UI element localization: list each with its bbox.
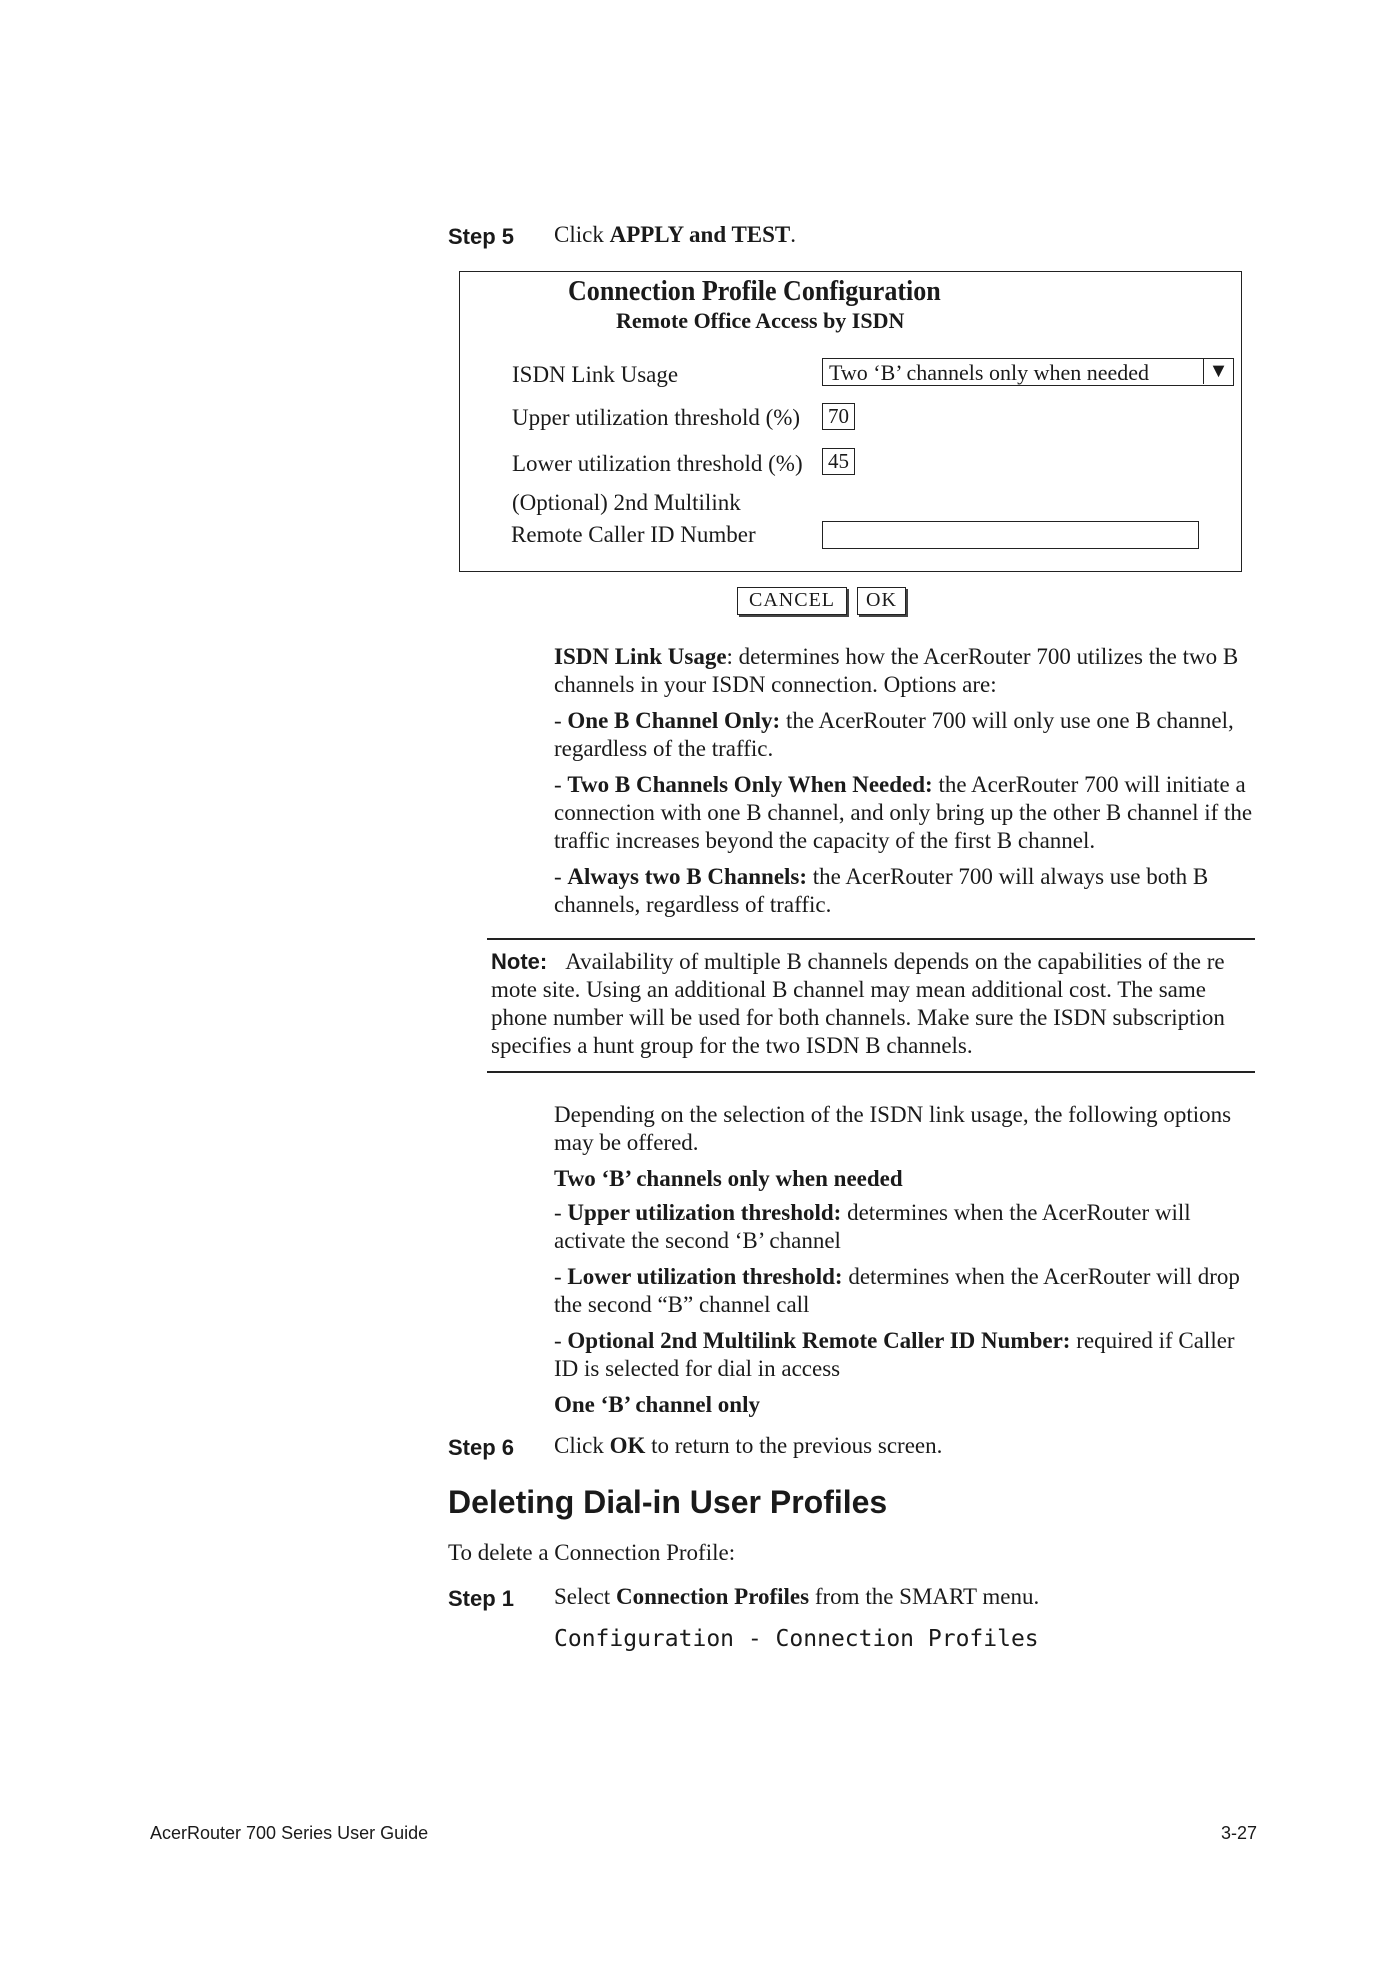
one-b-heading: One ‘B’ channel only (554, 1392, 760, 1417)
note-label: Note: (491, 949, 548, 974)
ok-button[interactable]: OK (857, 587, 906, 615)
step-6-label: Step 6 (448, 1435, 515, 1460)
description-paragraph: ISDN Link Usage: determines how the AcerRouter 700 utilizes the two B channels in your ISDN connection. Options are: (554, 644, 1239, 697)
step-6-text: Click OK to return to the previous screen. (554, 1433, 943, 1458)
step-1-label: Step 1 (448, 1586, 515, 1611)
menu-path-code: Configuration - Connection Profiles (554, 1626, 1039, 1652)
lower-threshold-input[interactable]: 45 (822, 448, 855, 475)
caller-id-label-line2: Remote Caller ID Number (511, 522, 756, 547)
caller-id-desc: - Optional 2nd Multilink Remote Caller ID Number: required if Caller ID is selected for dial in access (554, 1328, 1235, 1381)
upper-threshold-input[interactable]: 70 (822, 403, 855, 430)
caller-id-label-line1: (Optional) 2nd Multilink (512, 490, 741, 515)
caller-id-input[interactable] (822, 521, 1199, 549)
options-description (554, 1101, 1254, 1427)
dialog-subtitle: Remote Office Access by ISDN (616, 308, 905, 333)
lower-threshold-desc: - Lower utilization threshold: determines when the AcerRouter will drop the second “B” channel call (554, 1264, 1240, 1317)
note-text: Availability of multiple B channels depends on the capabilities of the re mote site. Using an additional B channel may mean additional cost. The same phone number will be used for both channels. Make sure the ISDN subscription specifies a hunt group for the two ISDN B channels. (491, 949, 1225, 1058)
lower-threshold-label: Lower utilization threshold (%) (512, 451, 803, 476)
note-top-rule (487, 938, 1255, 940)
option-two-b-when-needed: - Two B Channels Only When Needed: the AcerRouter 700 will initiate a connection with one B channel, and only bring up the other B channel if the traffic increases beyond the capacity of the first B channel. (554, 772, 1253, 853)
dialog-title: Connection Profile Configuration (568, 276, 941, 307)
upper-threshold-desc: - Upper utilization threshold: determines when the AcerRouter will activate the second ‘B’ channel (554, 1200, 1191, 1253)
dropdown-arrow-icon[interactable]: ▼ (1203, 359, 1233, 384)
note-bottom-rule (487, 1071, 1255, 1073)
step-5-label: Step 5 (448, 224, 515, 249)
options-intro: Depending on the selection of the ISDN link usage, the following options may be offered. (554, 1102, 1232, 1155)
cancel-button[interactable]: CANCEL (737, 587, 847, 615)
isdn-link-usage-description (554, 643, 1254, 927)
option-one-b-channel: - One B Channel Only: the AcerRouter 700 will only use one B channel, regardless of the traffic. (554, 708, 1234, 761)
step-1-text: Select Connection Profiles from the SMART menu. (554, 1584, 1040, 1609)
isdn-link-usage-select[interactable] (822, 358, 1234, 386)
step-5-text: Click APPLY and TEST. (554, 222, 797, 247)
page-number: 3-27 (1220, 1823, 1257, 1843)
two-b-heading: Two ‘B’ channels only when needed (554, 1166, 903, 1191)
section-heading: Deleting Dial-in User Profiles (448, 1484, 888, 1520)
section-intro: To delete a Connection Profile: (448, 1540, 736, 1565)
footer-title: AcerRouter 700 Series User Guide (150, 1823, 429, 1843)
note-block (491, 948, 1261, 1060)
connection-profile-dialog (459, 271, 1242, 572)
upper-threshold-label: Upper utilization threshold (%) (512, 405, 801, 430)
option-always-two-b: - Always two B Channels: the AcerRouter 700 will always use both B channels, regardless of traffic. (554, 864, 1209, 917)
isdn-link-usage-value: Two ‘B’ channels only when needed (829, 360, 1150, 385)
isdn-link-usage-label: ISDN Link Usage (512, 362, 679, 387)
